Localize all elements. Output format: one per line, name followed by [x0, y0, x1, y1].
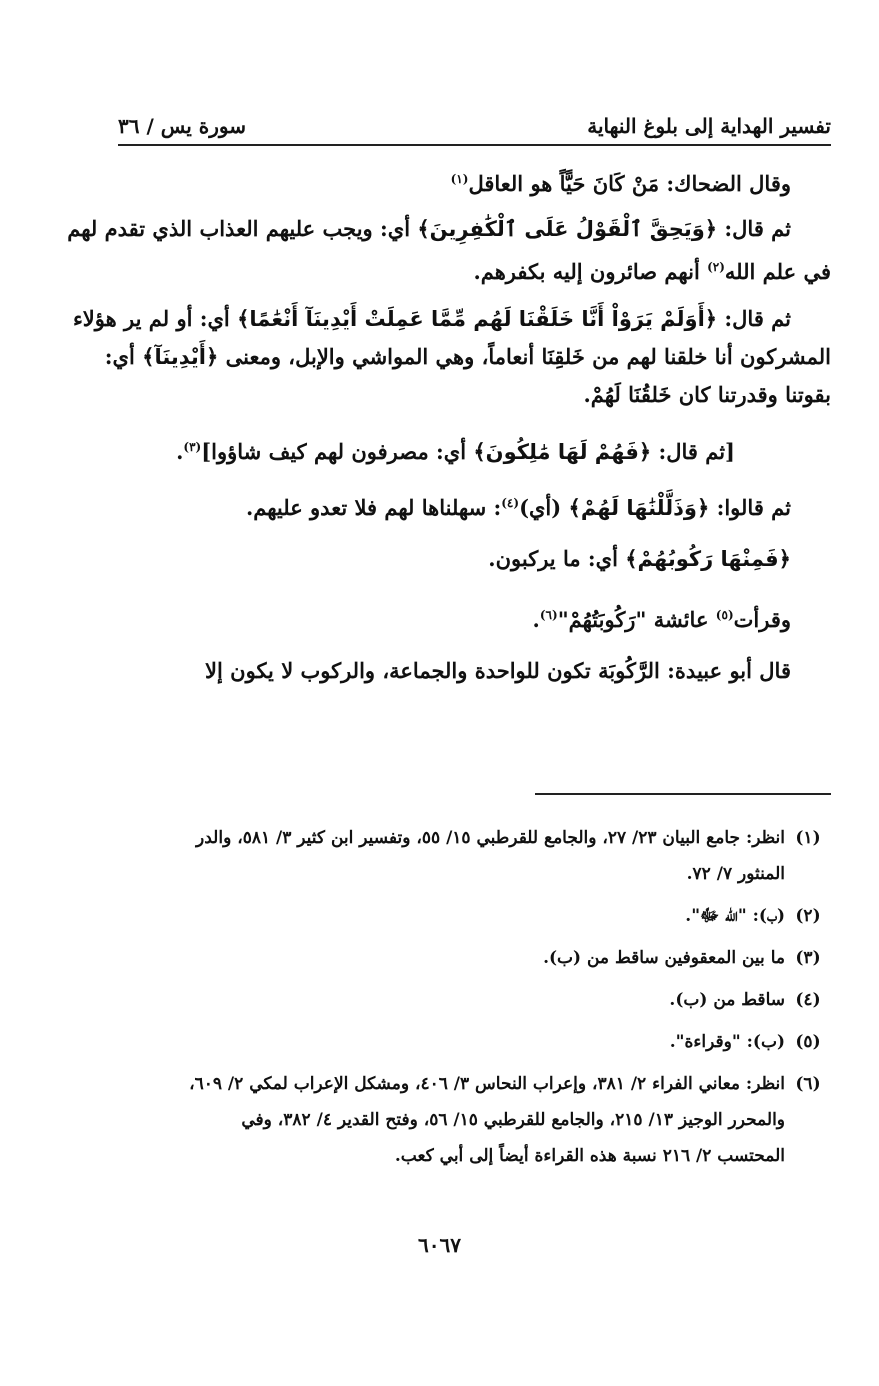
footnote-text — [118, 940, 785, 976]
footnote-text — [118, 898, 785, 934]
text-line: بقوتنا وقدرتنا كان خَلقُنَا لَهُمْ. — [583, 382, 831, 407]
footnote-ref: (٤) — [501, 496, 520, 510]
footnote-text — [118, 1024, 785, 1060]
text-span: أي: أو لم ير هؤلاء — [72, 306, 238, 331]
text-span: . — [176, 439, 184, 464]
text-line: قال أبو عبيدة: الرَّكُوبَة تكون للواحدة والجماعة، والركوب لا يكون إلا — [205, 658, 791, 683]
footnote-line: (ب): "وقراءة". — [669, 1032, 785, 1052]
book-title: تفسير الهداية إلى بلوغ النهاية — [587, 114, 831, 138]
footnote-item — [118, 820, 831, 892]
footnote-number: (٣) — [795, 948, 821, 968]
paragraph — [118, 248, 831, 286]
footnote-number: (٢) — [795, 906, 821, 926]
footnote-line: ما بين المعقوفين ساقط من (ب). — [543, 948, 785, 968]
text-span: أنهم صائرون إليه بكفرهم. — [473, 259, 708, 284]
text-line — [118, 540, 791, 578]
footnote-item — [118, 1024, 831, 1060]
paragraph — [118, 596, 831, 634]
text-span: أي: ويجب عليهم العذاب الذي تقدم لهم — [67, 216, 418, 241]
page-number: ٦٠٦٧ — [418, 1233, 461, 1257]
quran-verse: ﴿فَمِنْهَا رَكُوبُهُمْ﴾ — [625, 547, 791, 571]
footnote-number: (٥) — [795, 1032, 821, 1052]
footnote-line: والمحرر الوجيز ١٣/ ٢١٥، والجامع للقرطبي ١٥/ ٥٦، وفتح القدير ٤/ ٣٨٢، وفي — [241, 1110, 785, 1130]
quran-verse: ﴿أَوَلَمْ يَرَوْاْ أَنَّا خَلَقْنَا لَهُم مِّمَّا عَمِلَتْ أَيْدِينَآ أَنْعَٰمًا﴾ — [237, 307, 718, 331]
paragraph — [118, 484, 831, 522]
paragraph — [67, 210, 831, 248]
footnote-line: المحتسب ٢/ ٢١٦ نسبة هذه القراءة أيضاً إلى أبي كعب. — [394, 1146, 785, 1166]
footnote-number: (٦) — [795, 1074, 821, 1094]
text-span: وقال الضحاك: مَنْ كَانَ حَيًّاً هو العاقل — [468, 171, 791, 196]
footnote-text — [118, 982, 785, 1018]
paragraph — [118, 652, 831, 690]
text-line — [118, 160, 791, 198]
footnote-text — [118, 820, 785, 892]
footnote-line: المنثور ٧/ ٧٢. — [686, 864, 785, 884]
footnote-text — [118, 1066, 785, 1174]
text-line — [118, 596, 791, 634]
text-span: . — [532, 607, 540, 632]
footnote-ref: (٥) — [715, 608, 734, 622]
text-span: المشركون أنا خلقنا لهم من خَلقِنَا أنعاماً، وهي المواشي والإبل، ومعنى — [225, 344, 831, 369]
footnote-line: ساقط من (ب). — [669, 990, 785, 1010]
text-span: وقرأت — [733, 607, 791, 632]
text-span: أي: — [104, 344, 143, 369]
footnote-number: (١) — [795, 828, 821, 848]
text-span: أي: مصرفون لهم كيف شاؤوا] — [201, 439, 474, 464]
text-line — [118, 484, 791, 522]
text-line — [67, 210, 791, 248]
footnote-ref: (٢) — [707, 260, 725, 274]
paragraph — [118, 540, 831, 578]
text-span: (أي) — [519, 495, 569, 520]
text-span: : سهلناها لهم فلا تعدو عليهم. — [245, 495, 502, 520]
text-span: أي: ما يركبون. — [488, 546, 626, 571]
text-span: ثم قال: — [717, 216, 791, 241]
text-span: ثم قال: — [717, 306, 791, 331]
paragraph — [72, 300, 831, 338]
footnote-item — [118, 1066, 831, 1174]
quran-verse: ﴿أَيْدِينَآ﴾ — [142, 345, 226, 369]
footnote-number: (٤) — [795, 990, 821, 1010]
paragraph — [118, 428, 831, 466]
quran-verse: ﴿فَهُمْ لَهَا مَٰلِكُونَ﴾ — [473, 440, 652, 464]
quran-verse: ﴿وَذَلَّلْنَٰهَا لَهُمْ﴾ — [568, 496, 710, 520]
footnote-item — [118, 982, 831, 1018]
footnote-item — [118, 898, 831, 934]
footnote-separator — [535, 793, 831, 795]
footnotes — [118, 820, 831, 1180]
footnote-line: انظر: معاني الفراء ٢/ ٣٨١، وإعراب النحاس ٣/ ٤٠٦، ومشكل الإعراب لمكي ٢/ ٦٠٩، — [189, 1074, 785, 1094]
text-span: في علم الله — [724, 259, 831, 284]
text-line — [118, 248, 831, 286]
paragraph — [104, 338, 831, 414]
footnote-ref: (١) — [450, 172, 469, 186]
footnote-line: انظر: جامع البيان ٢٣/ ٢٧، والجامع للقرطبي ١٥/ ٥٥، وتفسير ابن كثير ٣/ ٥٨١، والدر — [196, 828, 785, 848]
page-header — [118, 96, 831, 146]
text-span: عائشة "رَكُوبَتُهُمْ" — [557, 607, 716, 632]
quran-verse: ﴿وَيَحِقَّ ٱلْقَوْلُ عَلَى ٱلْكَٰفِرِينَ﴾ — [417, 217, 718, 241]
text-span: ثم قالوا: — [709, 495, 791, 520]
text-line — [72, 300, 791, 338]
main-text — [67, 160, 831, 690]
paragraph — [118, 160, 831, 198]
footnote-item — [118, 940, 831, 976]
text-span: [ثم قال: — [651, 439, 735, 464]
surah-label: سورة يس / ٣٦ — [118, 114, 246, 138]
footnote-ref: (٣) — [183, 440, 202, 454]
footnote-ref: (٦) — [539, 608, 558, 622]
text-line — [118, 428, 735, 466]
footnote-line: (ب): "الله ﷻ". — [685, 906, 785, 926]
text-line — [104, 338, 831, 376]
